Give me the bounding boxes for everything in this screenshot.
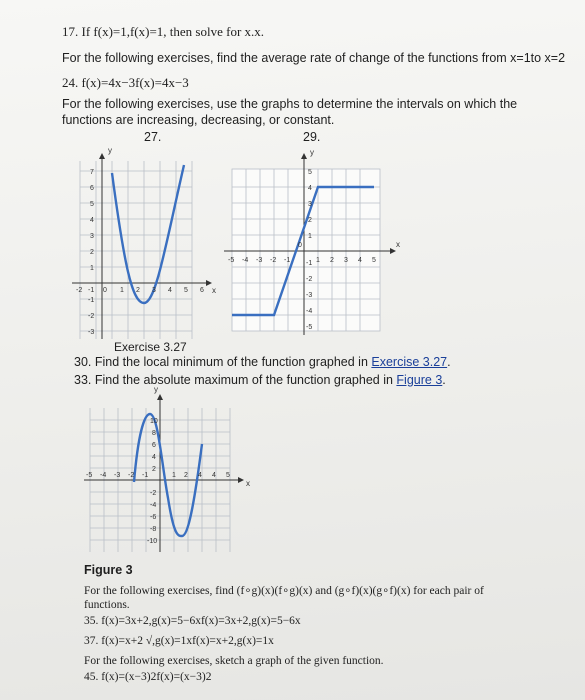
svg-text:8: 8 — [152, 430, 156, 437]
graph-figure-3 — [78, 386, 258, 561]
svg-text:4: 4 — [90, 217, 94, 224]
svg-text:-10: -10 — [147, 538, 158, 545]
svg-text:-3: -3 — [306, 292, 313, 299]
svg-text:-6: -6 — [150, 514, 157, 521]
x-axis-label: x — [246, 479, 250, 488]
exercise-29-number: 29. — [303, 130, 321, 144]
instructions-graphs-line2: functions are increasing, decreasing, or constant. — [62, 113, 335, 127]
svg-text:6: 6 — [90, 185, 94, 192]
svg-text:1: 1 — [120, 287, 124, 294]
svg-text:-4: -4 — [242, 257, 249, 264]
problem-45: 45. f(x)=(x−3)2f(x)=(x−3)2 — [84, 671, 212, 683]
svg-text:1: 1 — [172, 472, 176, 479]
svg-text:2: 2 — [136, 287, 140, 294]
svg-text:10: 10 — [150, 418, 158, 425]
svg-text:1: 1 — [308, 233, 312, 240]
svg-text:4: 4 — [308, 185, 312, 192]
svg-text:6: 6 — [152, 442, 156, 449]
svg-text:3: 3 — [344, 257, 348, 264]
problem-33: 33. Find the absolute maximum of the function graphed in Figure 3. — [74, 373, 446, 387]
svg-text:-5: -5 — [228, 257, 235, 264]
svg-text:-1: -1 — [88, 297, 95, 304]
svg-text:0: 0 — [103, 287, 107, 294]
svg-text:-2: -2 — [128, 472, 135, 479]
exercise-3-27-link[interactable]: Exercise 3.27 — [371, 355, 448, 369]
graph-exercise-27 — [72, 143, 222, 348]
svg-text:-1: -1 — [306, 260, 313, 267]
svg-text:4: 4 — [198, 472, 202, 479]
graph-exercise-29 — [224, 143, 404, 343]
svg-text:5: 5 — [184, 287, 188, 294]
svg-text:-3: -3 — [88, 329, 95, 336]
svg-text:-5: -5 — [306, 324, 313, 331]
instructions-sketch: For the following exercises, sketch a graph of the given function. — [84, 655, 384, 667]
svg-text:-4: -4 — [100, 472, 107, 479]
svg-text:-4: -4 — [150, 502, 157, 509]
svg-text:5: 5 — [372, 257, 376, 264]
svg-text:1: 1 — [316, 257, 320, 264]
problem-24: 24. f(x)=4x−3f(x)=4x−3 — [62, 75, 189, 90]
svg-text:-4: -4 — [306, 308, 313, 315]
svg-text:3: 3 — [90, 233, 94, 240]
svg-text:6: 6 — [200, 287, 204, 294]
svg-text:4: 4 — [168, 287, 172, 294]
svg-text:5: 5 — [226, 472, 230, 479]
exercise-27-number: 27. — [144, 130, 162, 144]
svg-text:-2: -2 — [76, 287, 83, 294]
svg-text:2: 2 — [152, 466, 156, 473]
instructions-average-rate: For the following exercises, find the average rate of change of the functions from x=1to x=2 — [62, 51, 566, 65]
y-axis-label: y — [154, 386, 158, 394]
figure-3-link[interactable]: Figure 3 — [396, 373, 443, 387]
y-axis-label: y — [108, 146, 112, 155]
x-axis-label: x — [212, 286, 216, 295]
x-axis-label: x — [396, 240, 400, 249]
svg-text:-1: -1 — [142, 472, 149, 479]
problem-35: 35. f(x)=3x+2,g(x)=5−6xf(x)=3x+2,g(x)=5−6x — [84, 615, 301, 627]
svg-text:7: 7 — [90, 169, 94, 176]
svg-text:0: 0 — [298, 242, 302, 249]
svg-text:-1: -1 — [88, 287, 95, 294]
svg-text:3: 3 — [152, 287, 156, 294]
svg-text:-8: -8 — [150, 526, 157, 533]
svg-text:4: 4 — [212, 472, 216, 479]
svg-text:-2: -2 — [88, 313, 95, 320]
svg-text:2: 2 — [90, 249, 94, 256]
svg-text:2: 2 — [330, 257, 334, 264]
svg-text:-2: -2 — [270, 257, 277, 264]
svg-text:-1: -1 — [284, 257, 291, 264]
svg-text:-3: -3 — [256, 257, 263, 264]
y-axis-label: y — [310, 148, 314, 157]
instructions-composition: For the following exercises, find (f∘g)(x)(f∘g)(x) and (g∘f)(x)(g∘f)(x) for each pair of — [84, 585, 484, 597]
problem-30: 30. Find the local minimum of the function graphed in Exercise 3.27. — [74, 355, 451, 369]
svg-text:-2: -2 — [150, 490, 157, 497]
instructions-graphs-line1: For the following exercises, use the graphs to determine the intervals on which the — [62, 97, 518, 111]
problem-37: 37. f(x)=x+2 √,g(x)=1xf(x)=x+2,g(x)=1x — [84, 635, 274, 647]
figure-3-caption: Figure 3 — [84, 563, 133, 577]
svg-text:3: 3 — [308, 201, 312, 208]
svg-text:1: 1 — [90, 265, 94, 272]
svg-text:2: 2 — [308, 217, 312, 224]
svg-text:4: 4 — [358, 257, 362, 264]
exercise-27-caption: Exercise 3.27 — [114, 340, 187, 354]
svg-text:5: 5 — [90, 201, 94, 208]
svg-text:-3: -3 — [114, 472, 121, 479]
svg-text:4: 4 — [152, 454, 156, 461]
svg-text:-2: -2 — [306, 276, 313, 283]
problem-17: 17. If f(x)=1,f(x)=1, then solve for x.x. — [62, 24, 265, 39]
svg-text:2: 2 — [184, 472, 188, 479]
instructions-composition-line2: functions. — [84, 599, 130, 611]
svg-text:5: 5 — [308, 169, 312, 176]
svg-text:-5: -5 — [86, 472, 93, 479]
